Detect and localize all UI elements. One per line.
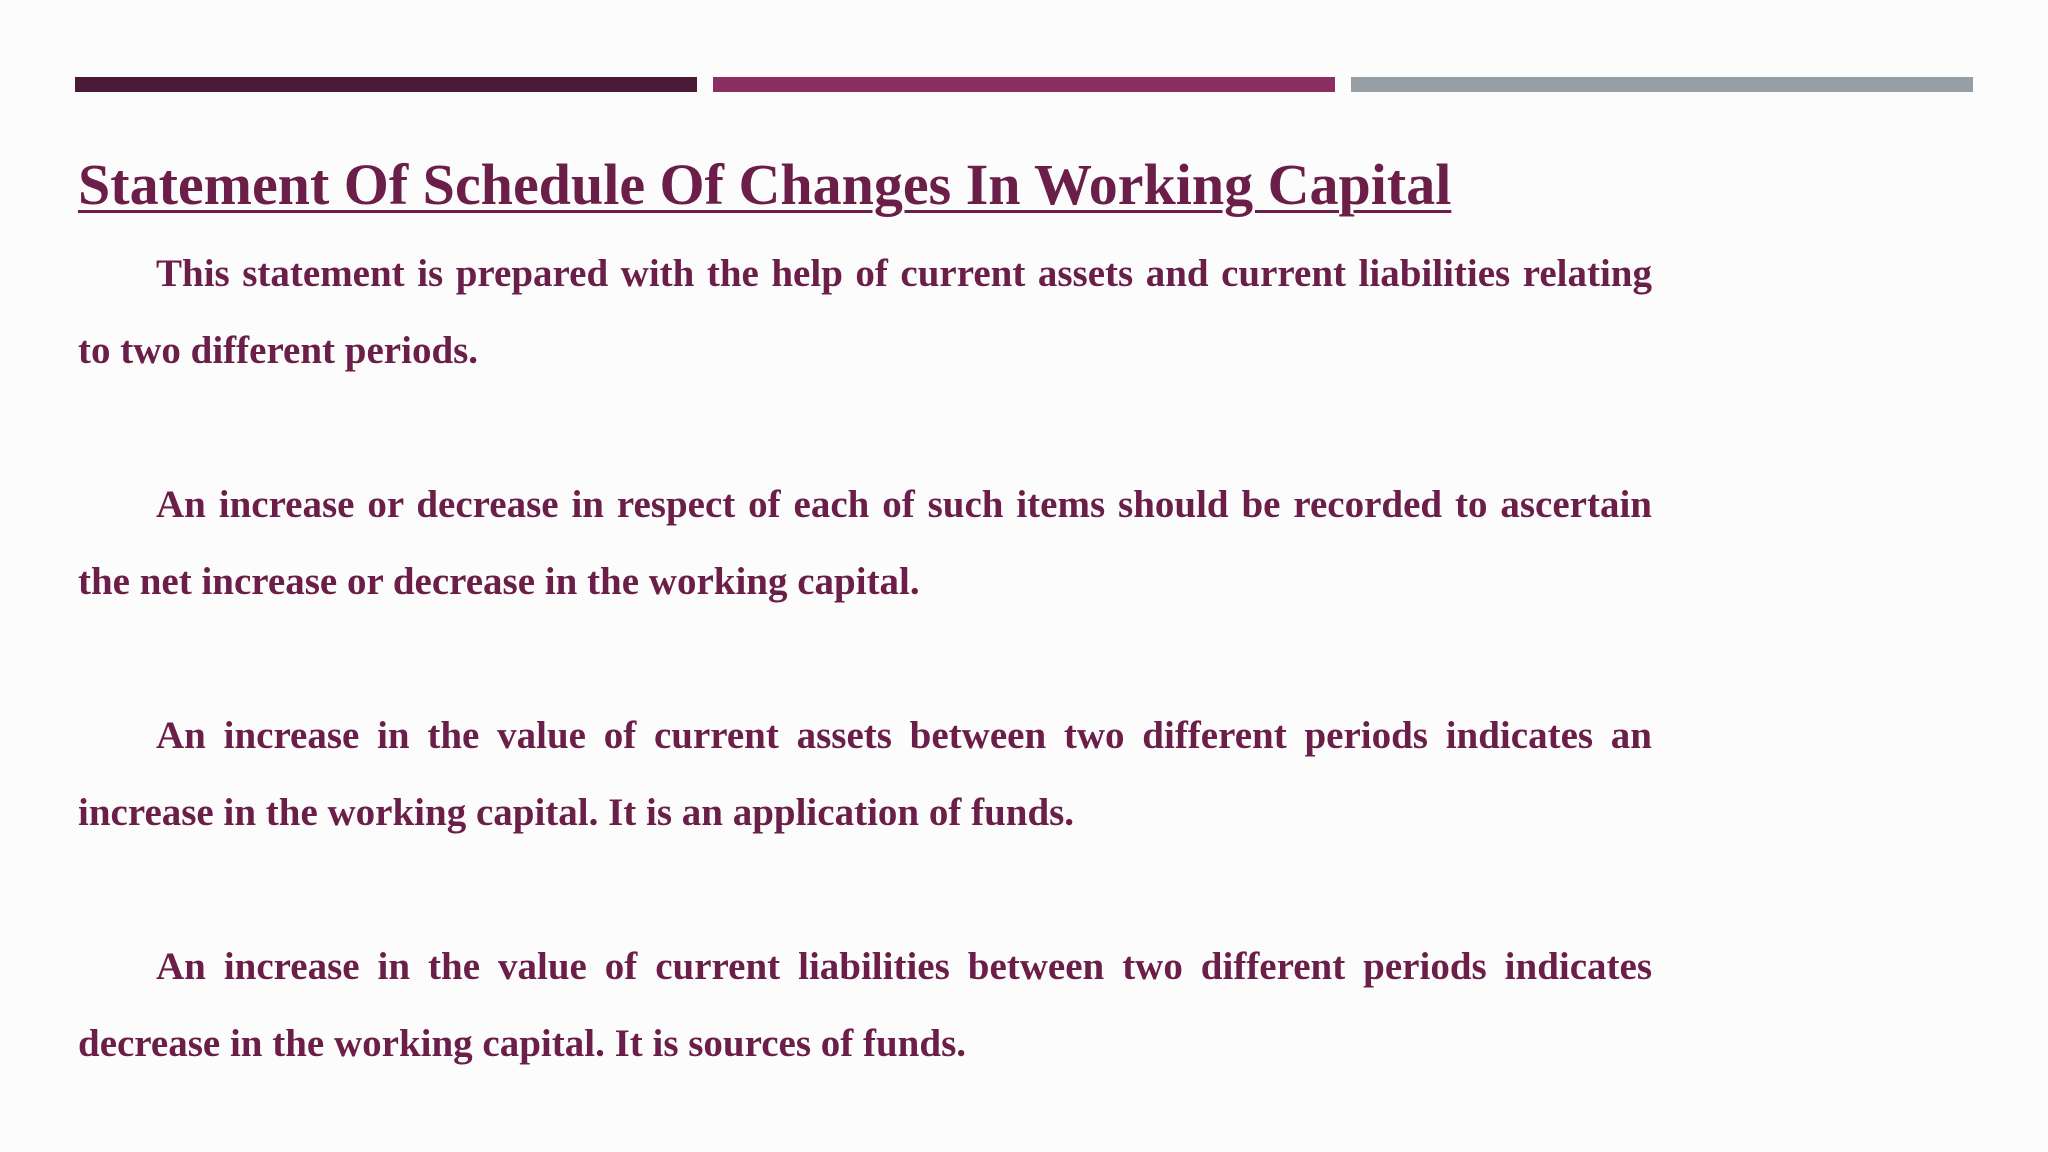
paragraph-3: An increase in the value of current assets between two different periods indicates an increase in the working capital. It is an application of funds. (78, 714, 1652, 834)
paragraph-4: An increase in the value of current liabilities between two different periods indicates decrease in the working capital. It is sources of funds. (78, 945, 1652, 1065)
accent-bar-dark (75, 77, 697, 92)
accent-bar-gray (1351, 77, 1973, 92)
accent-bar-magenta (713, 77, 1335, 92)
slide-body (78, 235, 1652, 1152)
paragraph-1: This statement is prepared with the help of current assets and current liabilities relating to two different periods. (78, 252, 1652, 372)
slide-title: Statement Of Schedule Of Changes In Working Capital (78, 152, 1452, 217)
paragraph-2: An increase or decrease in respect of each of such items should be recorded to ascertain the net increase or decrease in the working capital. (78, 483, 1652, 603)
